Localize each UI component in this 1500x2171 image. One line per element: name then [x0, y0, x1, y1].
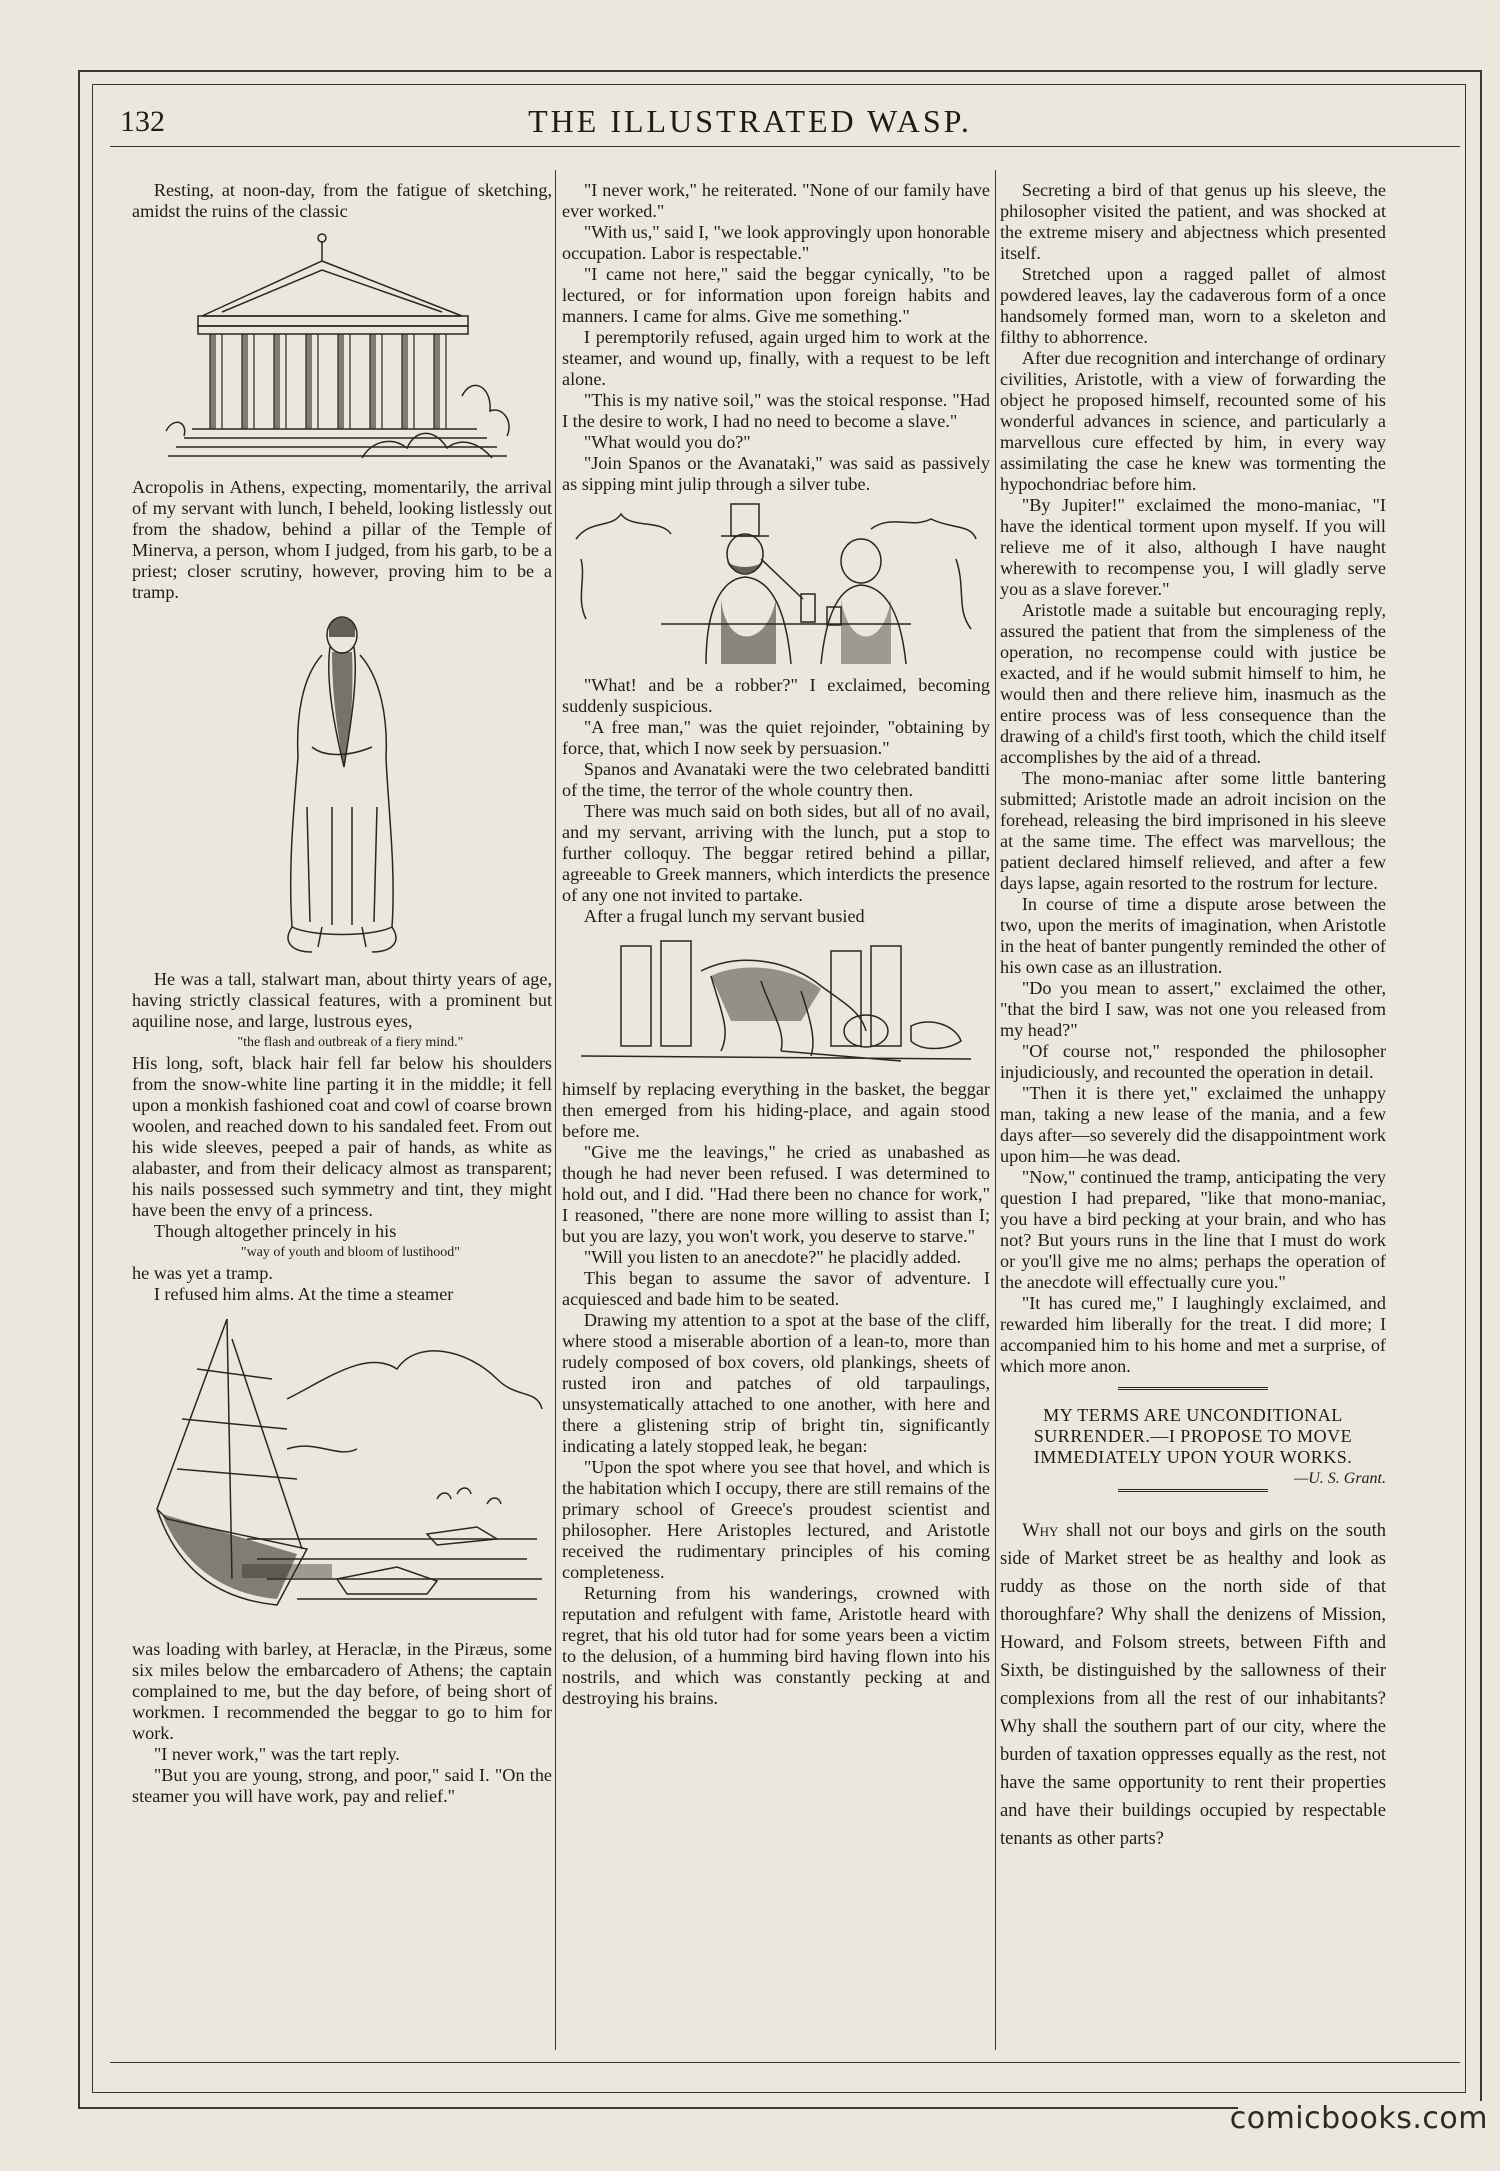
- watermark-text: comicbooks.com: [1229, 2101, 1488, 2136]
- paragraph: "A free man," was the quiet rejoinder, "obtaining by force, that, which I now seek by persuasion.": [562, 717, 990, 758]
- paragraph: he was yet a tramp.: [132, 1263, 273, 1283]
- cafe-men-illustration: [571, 499, 981, 669]
- paragraph: "Give me the leavings," he cried as unabashed as though he had never been refused. I was determined to hold out, and I did. "Had there been no chance for work," I reasoned, "there are none more willing to assist than I; but you are lazy, you won't work, you deserve to starve.": [562, 1142, 990, 1246]
- dog-basket-illustration: [571, 931, 981, 1073]
- paragraph: "Upon the spot where you see that hovel, and which is the habitation which I occupy, there are still remains of the primary school of Greece's proudest scientist and philosopher. Here Aristoples lectured, and Aristotle received the rudimentary principles of his coming completeness.: [562, 1457, 990, 1582]
- paragraph: I refused him alms. At the time a steamer: [153, 1284, 454, 1304]
- paragraph: Acropolis in Athens, expecting, momentarily, the arrival of my servant with lunch, I beheld, looking listlessly out from the shadow, behind a pillar of the Temple of Minerva, a person, whom I judged, from his garb, to be a priest; closer scrutiny, however, proving him to be a tramp.: [132, 477, 552, 602]
- paragraph: The mono-maniac after some little bantering submitted; Aristotle made an adroit incision on the forehead, releasing the bird imprisoned in his sleeve at the same time. The effect was marvellous; the patient declared himself relieved, and after a few days lapse, again resorted to the rostrum for lecture.: [1000, 768, 1386, 893]
- paragraph: Returning from his wanderings, crowned with reputation and refulgent with fame, Aristotle heard with regret, that his old tutor had for some years been a victim to the delusion, of a humming bird having flown into his nostrils, and which was constantly pecking at and destroying his brains.: [562, 1583, 990, 1708]
- paragraph: "This is my native soil," was the stoical response. "Had I the desire to work, I had no need to become a slave.": [562, 390, 990, 431]
- column-3: [1000, 180, 1386, 1853]
- column-divider: [555, 170, 556, 2050]
- paragraph: Spanos and Avanataki were the two celebrated banditti of the time, the terror of the whole country then.: [562, 759, 990, 800]
- section-divider: [1118, 1387, 1268, 1393]
- paragraph: "Do you mean to assert," exclaimed the other, "that the bird I saw, was not one you released from my head?": [1000, 978, 1386, 1040]
- paragraph: "It has cured me," I laughingly exclaimed, and rewarded him liberally for the treat. I did more; I accompanied him to his home and met a surprise, of which more anon.: [1000, 1293, 1386, 1376]
- paragraph: His long, soft, black hair fell far below his shoulders from the snow-white line parting it in the middle; it fell upon a monkish fashioned coat and cowl of coarse brown woolen, and reached down to his sandaled feet. From out his wide sleeves, peeped a pair of hands, as white as alabaster, and from their delicacy almost as transparent; his nails possessed such symmetry and tint, they might have been the envy of a princess.: [132, 1053, 552, 1220]
- paragraph: "Will you listen to an anecdote?" he placidly added.: [583, 1247, 962, 1267]
- paragraph: After a frugal lunch my servant busied: [583, 906, 865, 926]
- headline: MY TERMS ARE UNCONDITIONAL SURRENDER.—I PROPOSE TO MOVE IMMEDIATELY UPON YOUR WORKS.: [1033, 1405, 1353, 1467]
- paragraph: He was a tall, stalwart man, about thirty years of age, having strictly classical features, with a prominent but aquiline nose, and large, lustrous eyes,: [132, 969, 552, 1031]
- section-divider: [1118, 1489, 1268, 1495]
- paragraph: "Of course not," responded the philosopher injudiciously, and recounted the operation in detail.: [1000, 1041, 1386, 1082]
- paragraph: "I came not here," said the beggar cynically, "to be lectured, or for information upon foreign habits and manners. I came for alms. Give me something.": [562, 264, 990, 326]
- paragraph: This began to assume the savor of adventure. I acquiesced and bade him to be seated.: [562, 1268, 990, 1309]
- paragraph: was loading with barley, at Heraclæ, in the Piræus, some six miles below the embarcadero of Athens; the captain complained to me, but the day before, of being short of workmen. I recommended the beggar to go to him for work.: [132, 1639, 552, 1743]
- paragraph: Drawing my attention to a spot at the base of the cliff, where stood a miserable abortion of a lean-to, more than rudely composed of box covers, old plankings, sheets of rusted iron and patches of old tarpaulings, unsystematically attached to one another, with here and there a glistening strip of bright tin, significantly indicating a lately stopped leak, he began:: [562, 1310, 990, 1456]
- paragraph: "With us," said I, "we look approvingly upon honorable occupation. Labor is respectable.": [562, 222, 990, 263]
- quotation: "the flash and outbreak of a fiery mind.": [237, 1035, 464, 1050]
- paragraph: "What would you do?": [583, 432, 751, 452]
- footer-rule: [110, 2062, 1460, 2063]
- page-number: 132: [120, 105, 165, 138]
- paragraph: "I never work," he reiterated. "None of our family have ever worked.": [562, 180, 990, 221]
- column-1: [132, 180, 552, 1807]
- editorial-paragraph: [1000, 1517, 1386, 1853]
- temple-illustration: [162, 226, 522, 471]
- paragraph: "But you are young, strong, and poor," said I. "On the steamer you will have work, pay and relief.": [132, 1765, 552, 1806]
- masthead-title: THE ILLUSTRATED WASP.: [528, 103, 972, 139]
- paragraph: "Now," continued the tramp, anticipating the very question I had prepared, "like that mono-maniac, you have a bird pecking at your brain, and who has not? But yours runs in the line that I must do work or you'll give me no alms; perhaps the operation of the anecdote will effectually cure you.": [1000, 1167, 1386, 1292]
- header-rule: [110, 146, 1460, 147]
- quotation: "way of youth and bloom of lustihood": [240, 1245, 460, 1260]
- watermark: [1229, 2101, 1500, 2149]
- paragraph: Though altogether princely in his: [153, 1221, 397, 1241]
- steamer-ship-illustration: [137, 1309, 547, 1633]
- bearded-tramp-illustration: [252, 607, 432, 963]
- paragraph: Secreting a bird of that genus up his sleeve, the philosopher visited the patient, and was shocked at the extreme misery and abjectness which presented itself.: [1000, 180, 1386, 263]
- paragraph: "Join Spanos or the Avanataki," was said as passively as sipping mint julip through a silver tube.: [562, 453, 990, 494]
- editorial-lead-word: Why: [1022, 1521, 1059, 1541]
- paragraph: I peremptorily refused, again urged him to work at the steamer, and wound up, finally, with a request to be left alone.: [562, 327, 990, 389]
- paragraph: Stretched upon a ragged pallet of almost powdered leaves, lay the cadaverous form of a once handsomely formed man, worn to a skeleton and filthy to abhorrence.: [1000, 264, 1386, 347]
- editorial-body: shall not our boys and girls on the south side of Market street be as healthy and look as ruddy as those on the north side of that thoroughfare? Why shall the denizens of Mission, Howard, and Folsom streets, between Fifth and Sixth, be distinguished by the sallowness of their complexions from all the rest of our inhabitants? Why shall the southern part of our city, where the burden of taxation oppresses equally as the rest, not have the same opportunity to rent their properties and have their buildings occupied by respectable tenants as other parts?: [1000, 1521, 1387, 1849]
- paragraph: "I never work," was the tart reply.: [153, 1744, 400, 1764]
- paragraph: "By Jupiter!" exclaimed the mono-maniac, "I have the identical torment upon myself. If you will relieve me of it also, although I have naught wherewith to recompense you, I will gladly serve you as a slave forever.": [1000, 495, 1386, 599]
- paragraph: There was much said on both sides, but all of no avail, and my servant, arriving with the lunch, put a stop to further colloquy. The beggar retired behind a pillar, agreeable to Greek manners, which interdicts the presence of any one not invited to partake.: [562, 801, 990, 905]
- paragraph: After due recognition and interchange of ordinary civilities, Aristotle, with a view of forwarding the object he proposed himself, recounted some of his wonderful advances in science, and particularly a marvellous cure effected by him, in every way assimilating the case he knew was tormenting the hypochondriac before him.: [1000, 348, 1386, 494]
- paragraph: In course of time a dispute arose between the two, upon the merits of imagination, when Aristotle in the heat of banter pungently reminded the other of his own case as an illustration.: [1000, 894, 1386, 977]
- paragraph: Resting, at noon-day, from the fatigue of sketching, amidst the ruins of the classic: [132, 180, 552, 221]
- column-divider: [995, 170, 996, 2050]
- signature: —U. S. Grant.: [1293, 1470, 1386, 1487]
- paragraph: "What! and be a robber?" I exclaimed, becoming suddenly suspicious.: [562, 675, 990, 716]
- column-2: [562, 180, 990, 1709]
- paragraph: "Then it is there yet," exclaimed the unhappy man, taking a new lease of the mania, and a few days after—so severely did the disappointment work upon him—he was dead.: [1000, 1083, 1386, 1166]
- paragraph: Aristotle made a suitable but encouraging reply, assured the patient that from the simpleness of the operation, no recompense could with justice be exacted, and if he would submit himself to him, he would then and there relieve him, inasmuch as the entire process was of less consequence than the drawing of a child's first tooth, which the child itself accomplishes by the aid of a thread.: [1000, 600, 1386, 767]
- paragraph: himself by replacing everything in the basket, the beggar then emerged from his hiding-place, and again stood before me.: [562, 1079, 990, 1141]
